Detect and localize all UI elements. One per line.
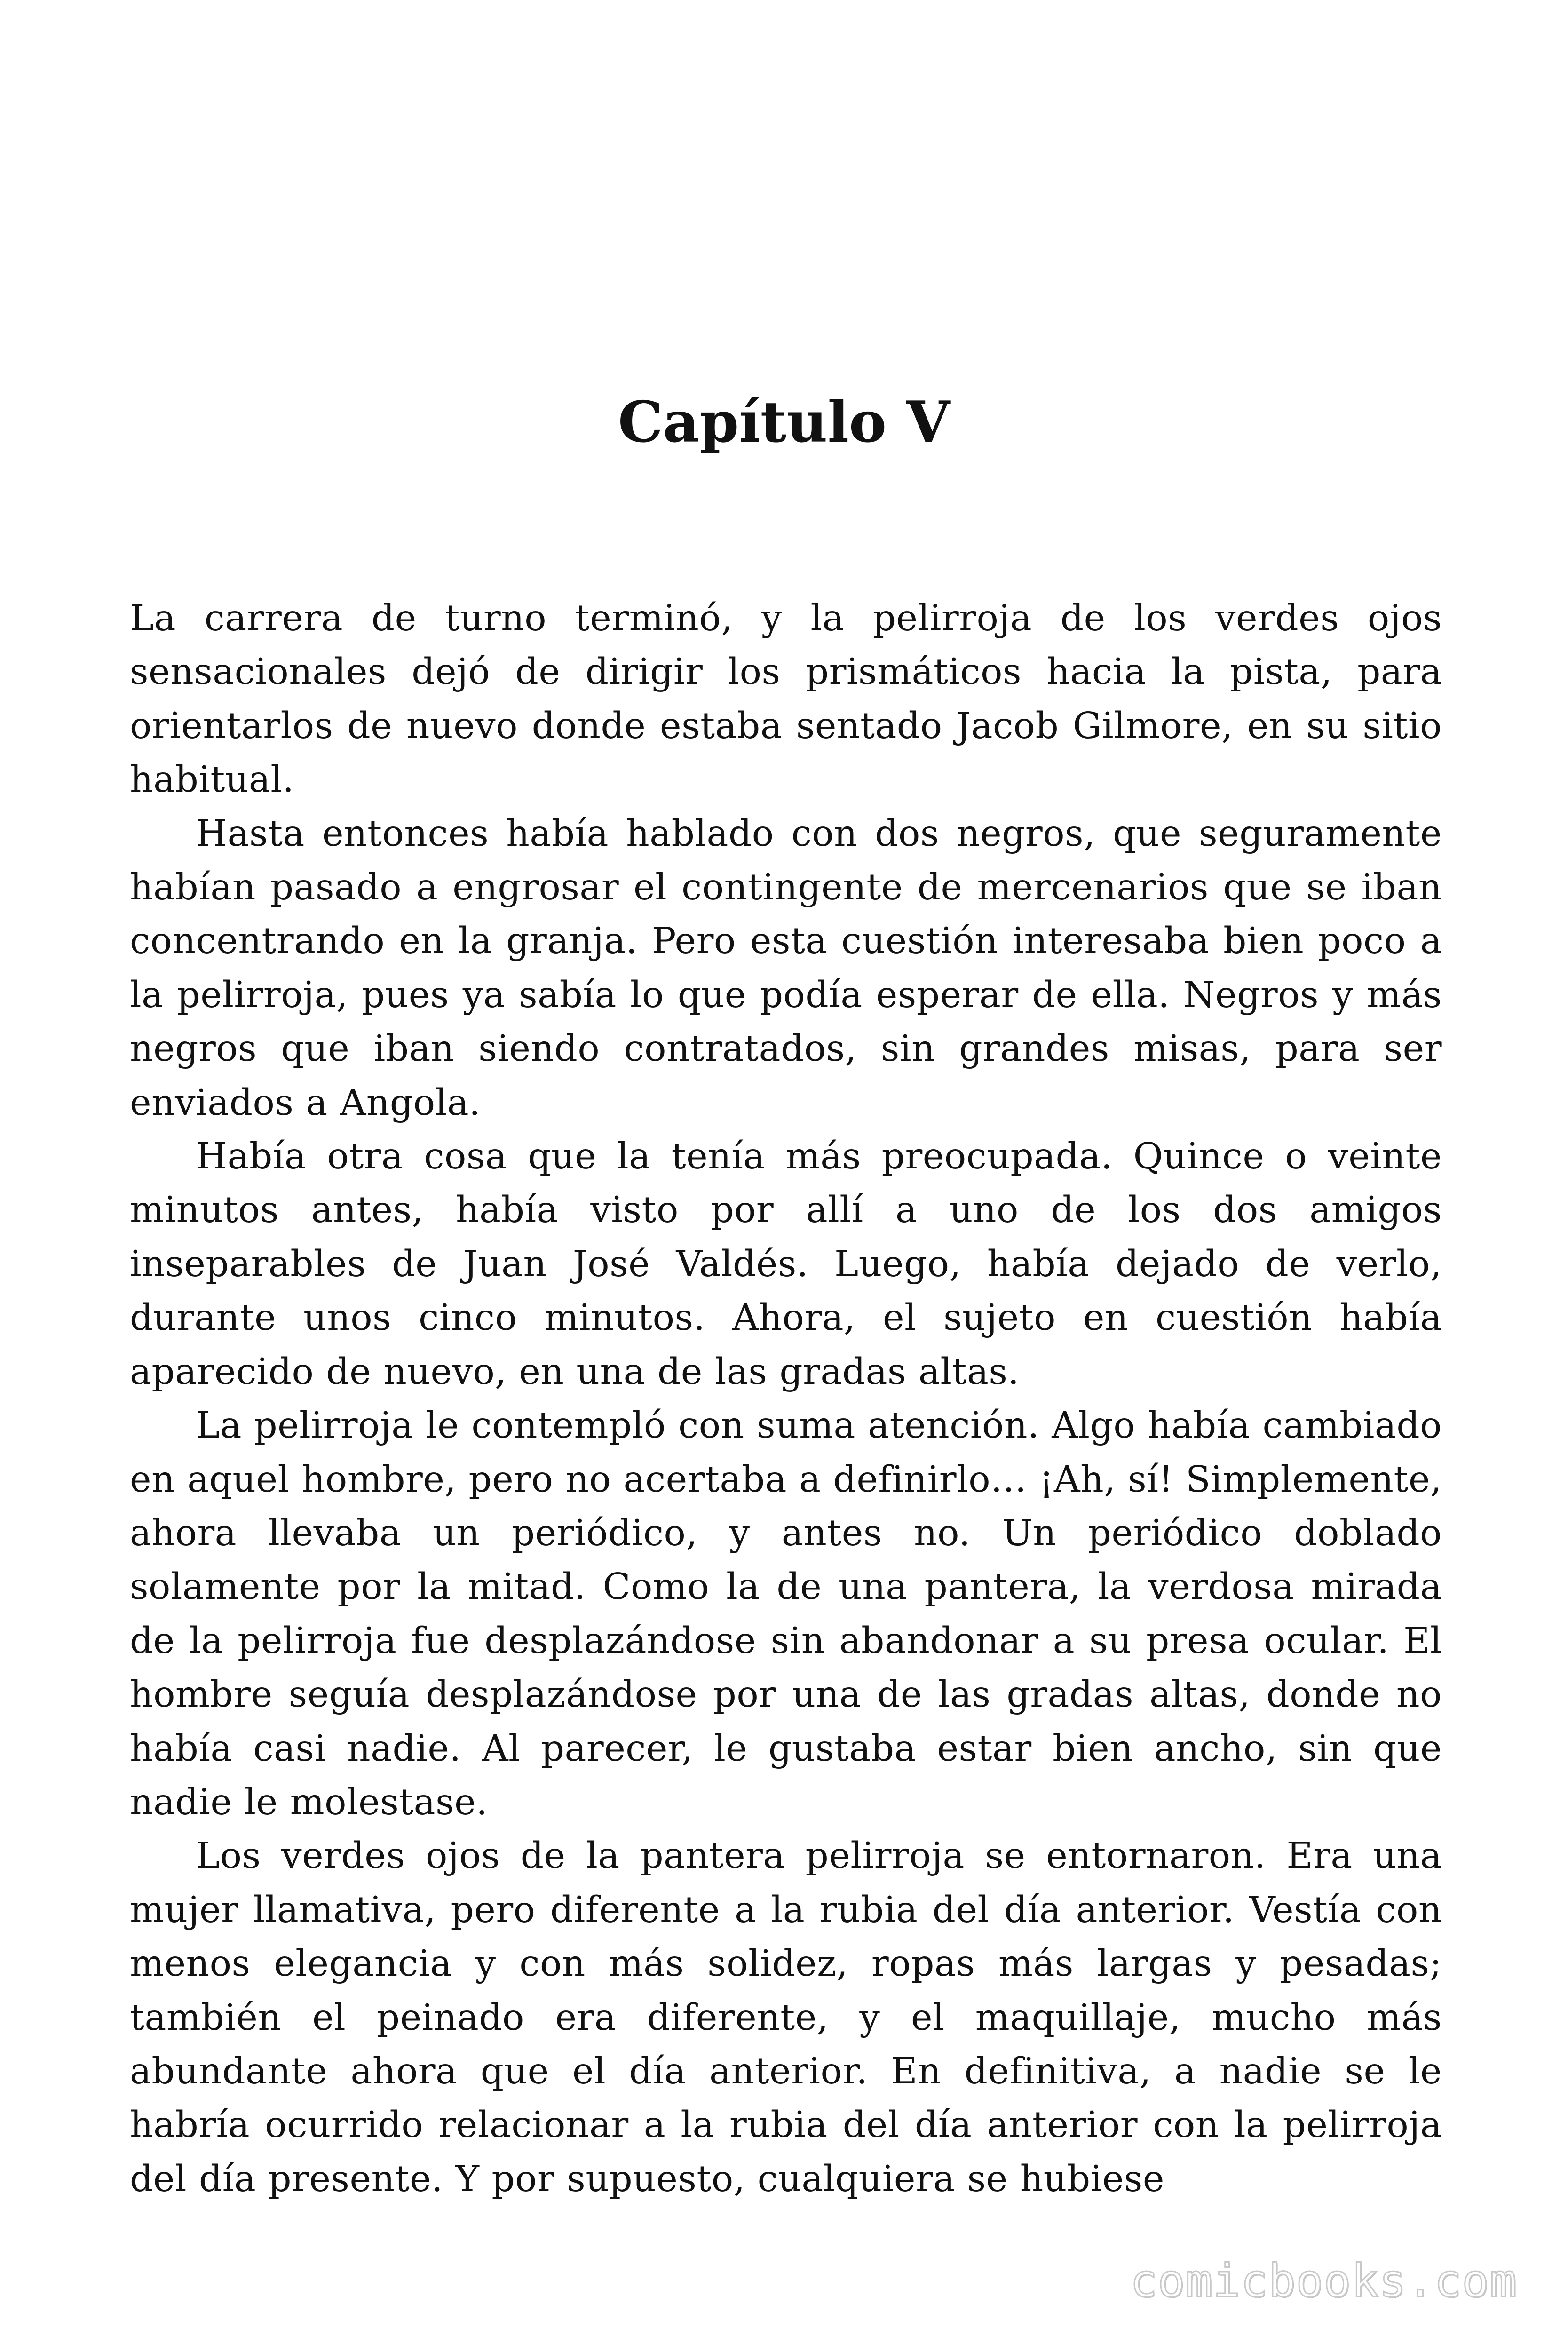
- site-watermark: comicbooks.com: [1130, 2255, 1517, 2307]
- paragraph: Los verdes ojos de la pantera pelirroja se entornaron. Era una mujer llamativa, pero diferente a la rubia del día anterior. Vestía con menos elegancia y con más solidez, ropas más largas y pesadas; también el peinado era diferente, y el maquillaje, mucho más abundante ahora que el día anterior. En definitiva, a nadie se le habría ocurrido relacionar a la rubia del día anterior con la pelirroja del día presente. Y por supuesto, cualquiera se hubiese: [130, 1835, 1442, 2200]
- paragraph: Había otra cosa que la tenía más preocupada. Quince o veinte minutos antes, había visto por allí a uno de los dos amigos inseparables de Juan José Valdés. Luego, había dejado de verlo, durante unos cinco minutos. Ahora, el sujeto en cuestión había aparecido de nuevo, en una de las gradas altas.: [130, 1136, 1442, 1393]
- chapter-title: Capítulo V: [618, 389, 950, 455]
- paragraph: La carrera de turno terminó, y la pelirroja de los verdes ojos sensacionales dejó de dirigir los prismáticos hacia la pista, para orientarlos de nuevo donde estaba sentado Jacob Gilmore, en su sitio habitual.: [130, 597, 1442, 801]
- paragraph: La pelirroja le contempló con suma atención. Algo había cambiado en aquel hombre, pero no acertaba a definirlo… ¡Ah, sí! Simplemente, ahora llevaba un periódico, y antes no. Un periódico doblado solamente por la mitad. Como la de una pantera, la verdosa mirada de la pelirroja fue desplazándose sin abandonar a su presa ocular. El hombre seguía desplazándose por una de las gradas altas, donde no había casi nadie. Al parecer, le gustaba estar bien ancho, sin que nadie le molestase.: [130, 1405, 1442, 1823]
- paragraph: Hasta entonces había hablado con dos negros, que seguramente habían pasado a engrosar el contingente de mercenarios que se iban concentrando en la granja. Pero esta cuestión interesaba bien poco a la pelirroja, pues ya sabía lo que podía esperar de ella. Negros y más negros que iban siendo contratados, sin grandes misas, para ser enviados a Angola.: [130, 812, 1442, 1124]
- chapter-body: [130, 592, 1442, 2206]
